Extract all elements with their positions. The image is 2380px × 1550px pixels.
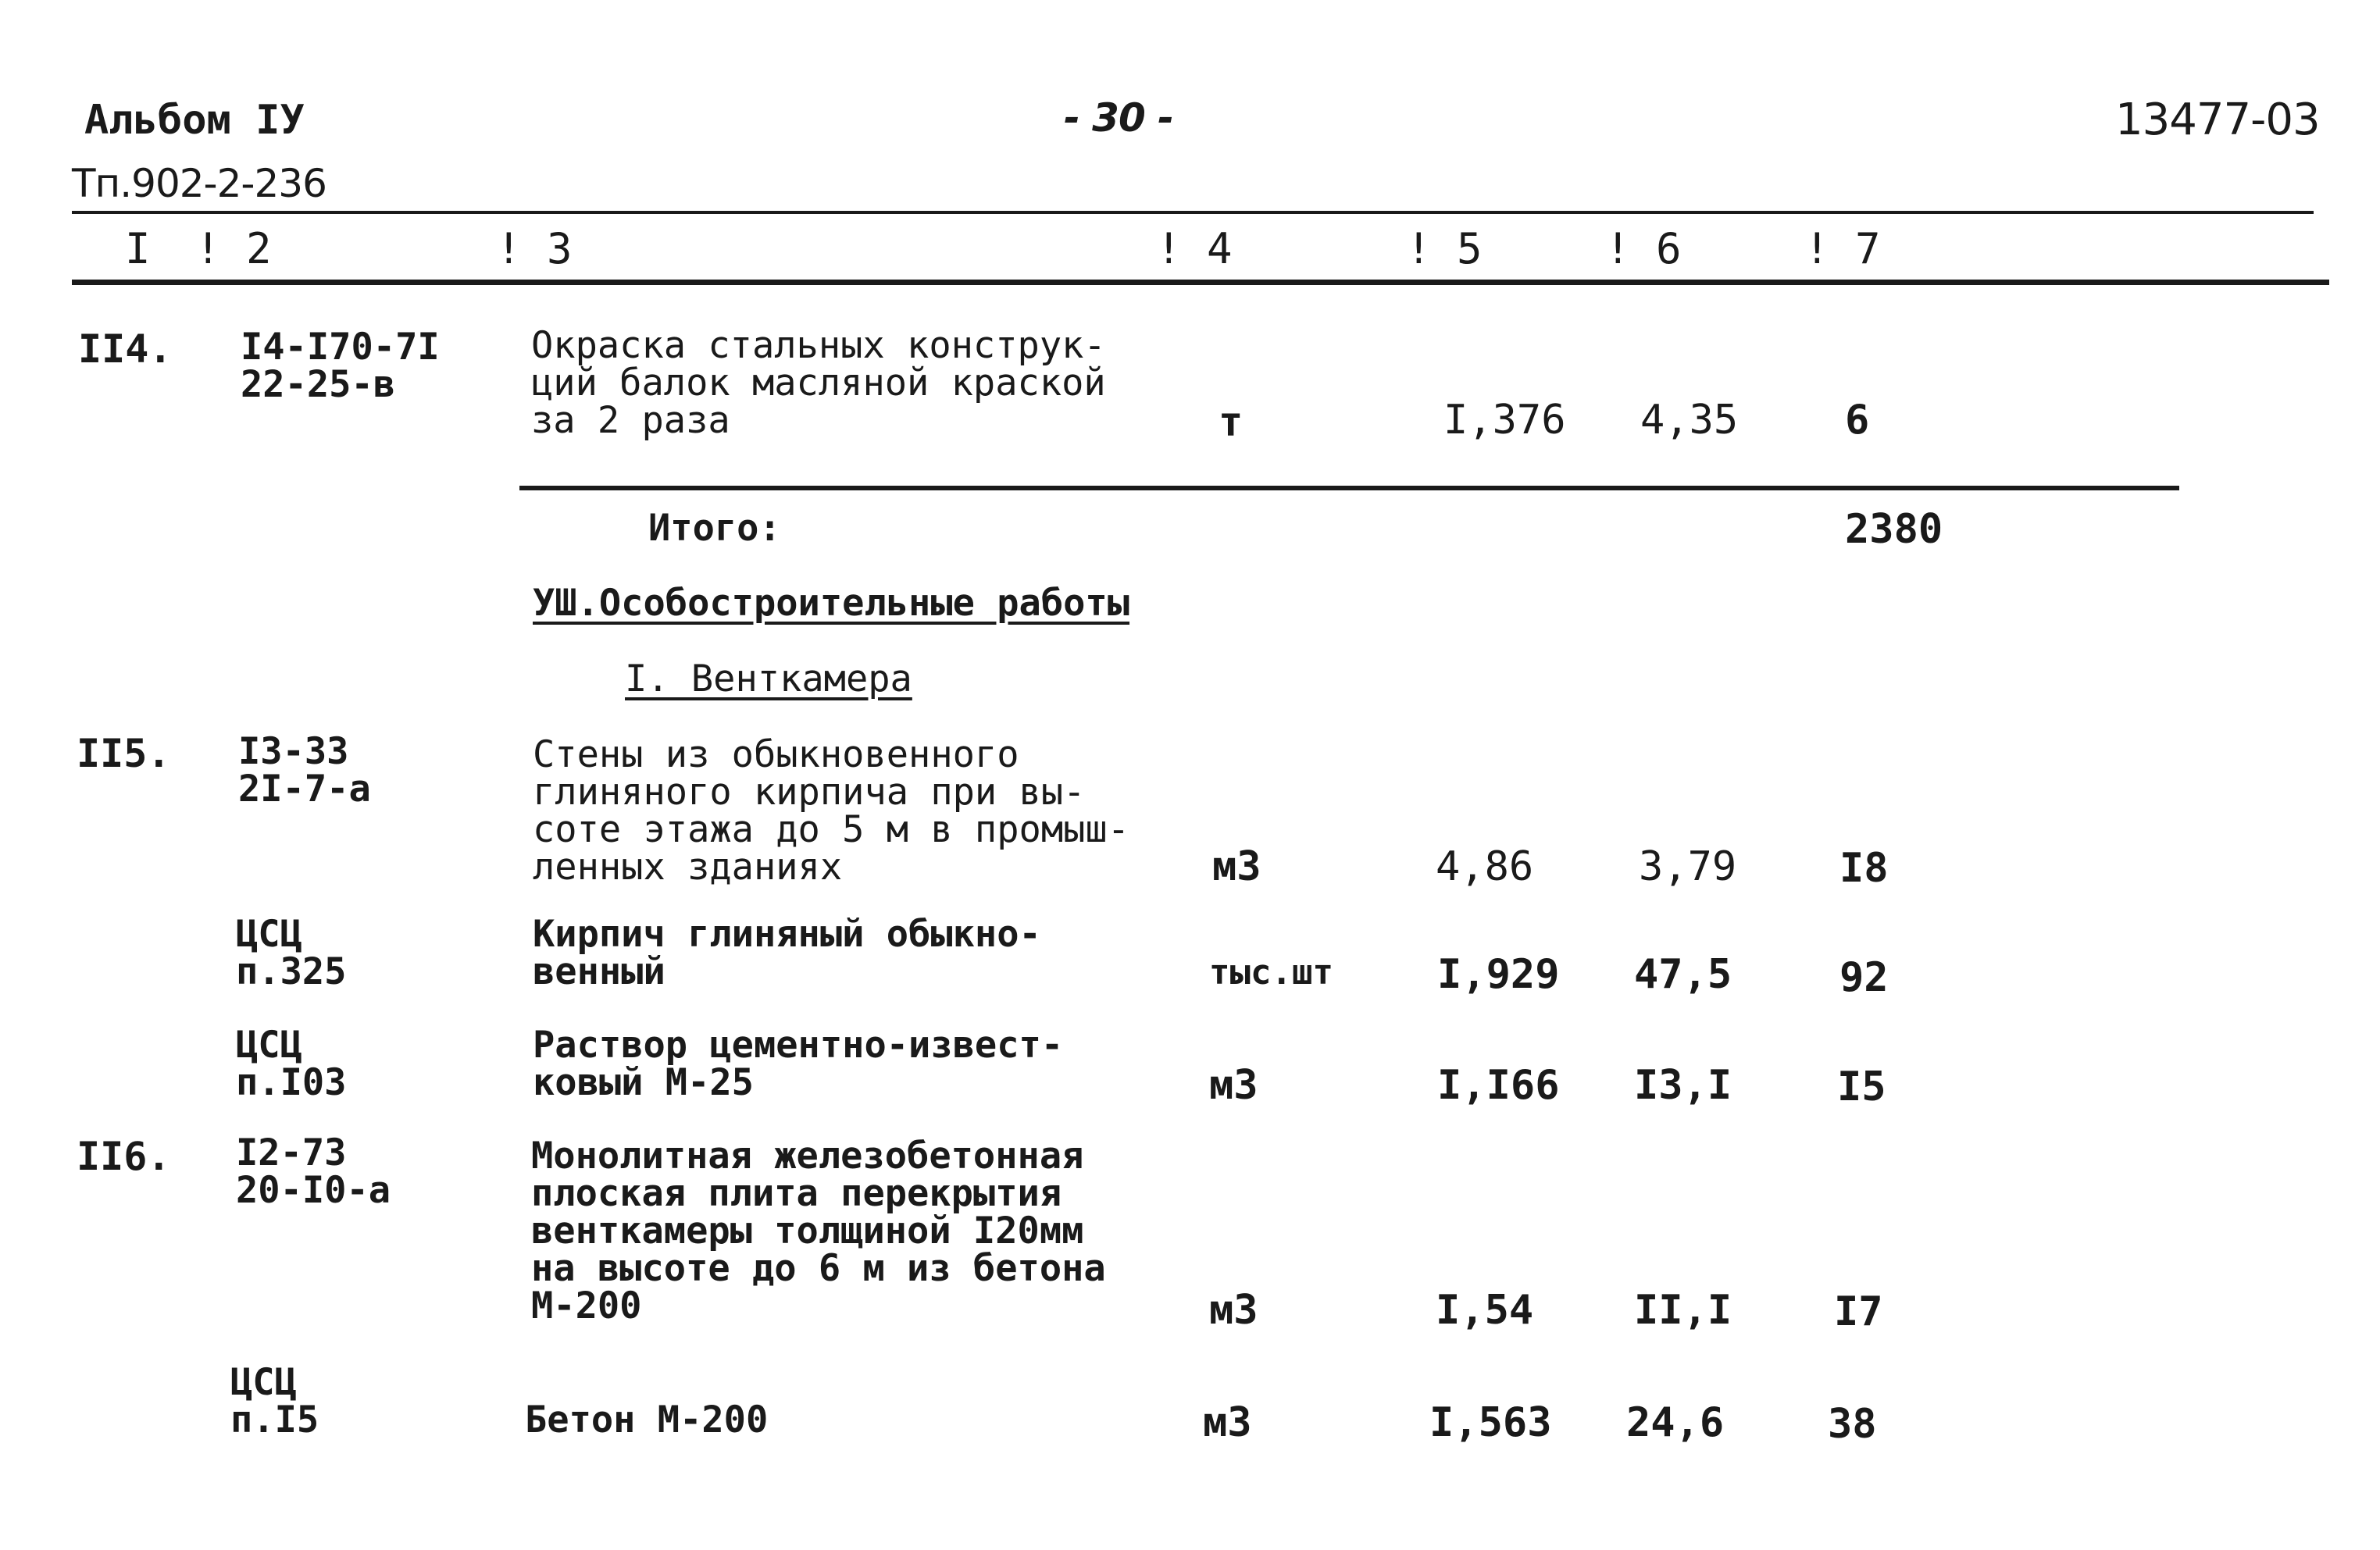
row-unit: м3: [1209, 1062, 1258, 1109]
row-unit: м3: [1212, 843, 1261, 890]
row-total: I7: [1834, 1288, 1883, 1335]
row-description-line: венный: [533, 950, 665, 993]
row-total: 6: [1845, 397, 1870, 444]
row-code-line: 20-I0-а: [236, 1169, 391, 1212]
row-quantity: I,929: [1437, 951, 1560, 998]
row-code-line: п.325: [236, 950, 347, 993]
row-unit: т: [1219, 399, 1244, 446]
row-quantity: 4,86: [1436, 843, 1534, 890]
row-number: II6.: [77, 1134, 171, 1179]
document-code: 13477-03: [2115, 94, 2320, 145]
row-description-line: глиняного кирпича при вы-: [533, 771, 1086, 814]
subtotal-value: 2380: [1845, 506, 1943, 553]
column-header-4: ! 4: [1156, 224, 1233, 273]
row-code-line: п.I03: [236, 1061, 347, 1104]
row-code-line: I2-73: [236, 1131, 347, 1174]
table-top-rule: [72, 211, 2314, 214]
row-total: 92: [1839, 954, 1889, 1001]
row-price: I3,I: [1634, 1062, 1732, 1109]
row-description-line: соте этажа до 5 м в промыш-: [533, 808, 1130, 851]
row-code-line: ЦСЦ: [230, 1361, 297, 1404]
row-unit: м3: [1203, 1399, 1252, 1446]
row-price: 4,35: [1640, 397, 1739, 444]
row-price: 24,6: [1626, 1399, 1725, 1446]
row-price: 47,5: [1634, 951, 1732, 998]
row-description-line: ций балок масляной краской: [531, 362, 1106, 404]
row-description-line: плоская плита перекрытия: [531, 1172, 1062, 1215]
subsection-title: I. Венткамера: [625, 657, 912, 700]
row-quantity: I,563: [1429, 1399, 1552, 1446]
row-total: 38: [1828, 1401, 1877, 1448]
row-unit: тыс.шт: [1209, 953, 1333, 992]
row-description-line: Раствор цементно-извест-: [533, 1024, 1064, 1067]
column-header-7: ! 7: [1804, 224, 1881, 273]
row-code-line: I4-I70-7I: [241, 326, 440, 369]
section-title: УШ.Особостроительные работы: [533, 582, 1130, 625]
row-description-line: за 2 раза: [531, 399, 730, 442]
row-unit: м3: [1209, 1287, 1258, 1334]
row-description-line: Стены из обыкновенного: [533, 733, 1019, 776]
row-price: 3,79: [1639, 843, 1737, 890]
row-price: II,I: [1634, 1287, 1732, 1334]
subtotal-label: Итого:: [648, 507, 781, 550]
row-description-line: Монолитная железобетонная: [531, 1135, 1084, 1178]
page-number: - 30 -: [1064, 95, 1173, 141]
row-quantity: I,376: [1443, 397, 1566, 444]
project-code: Тп.902-2-236: [72, 161, 326, 206]
album-label: Альбом IУ: [84, 97, 305, 144]
row-quantity: I,I66: [1437, 1062, 1560, 1109]
row-description-line: на высоте до 6 м из бетона: [531, 1247, 1106, 1290]
row-number: II4.: [78, 326, 173, 372]
row-description-line: Окраска стальных конструк-: [531, 324, 1106, 367]
row-code-line: ЦСЦ: [236, 1024, 302, 1067]
row-description-line: ковый М-25: [533, 1061, 754, 1104]
row-code-line: I3-33: [238, 730, 349, 773]
row-total: I8: [1839, 845, 1889, 892]
row-description-line: ленных зданиях: [533, 846, 843, 889]
row-description-line: Кирпич глиняный обыкно-: [533, 913, 1041, 956]
row-quantity: I,54: [1436, 1287, 1534, 1334]
column-header-6: ! 6: [1605, 224, 1682, 273]
row-description-line: Бетон М-200: [525, 1399, 769, 1441]
column-header-5: ! 5: [1406, 224, 1483, 273]
row-code-line: п.I5: [230, 1399, 319, 1441]
table-header-rule: [72, 280, 2329, 285]
row-code-line: ЦСЦ: [236, 913, 302, 956]
column-header-3: ! 3: [496, 224, 573, 273]
row-description-line: венткамеры толщиной I20мм: [531, 1210, 1084, 1252]
row-total: I5: [1837, 1064, 1886, 1110]
column-header-2: ! 2: [195, 224, 272, 273]
row-code-line: 22-25-в: [241, 363, 396, 406]
row-number: II5.: [77, 731, 171, 776]
row-description-line: М-200: [531, 1285, 642, 1327]
column-header-1: I: [125, 224, 151, 273]
subtotal-rule: [519, 486, 2179, 490]
row-code-line: 2I-7-а: [238, 768, 371, 811]
